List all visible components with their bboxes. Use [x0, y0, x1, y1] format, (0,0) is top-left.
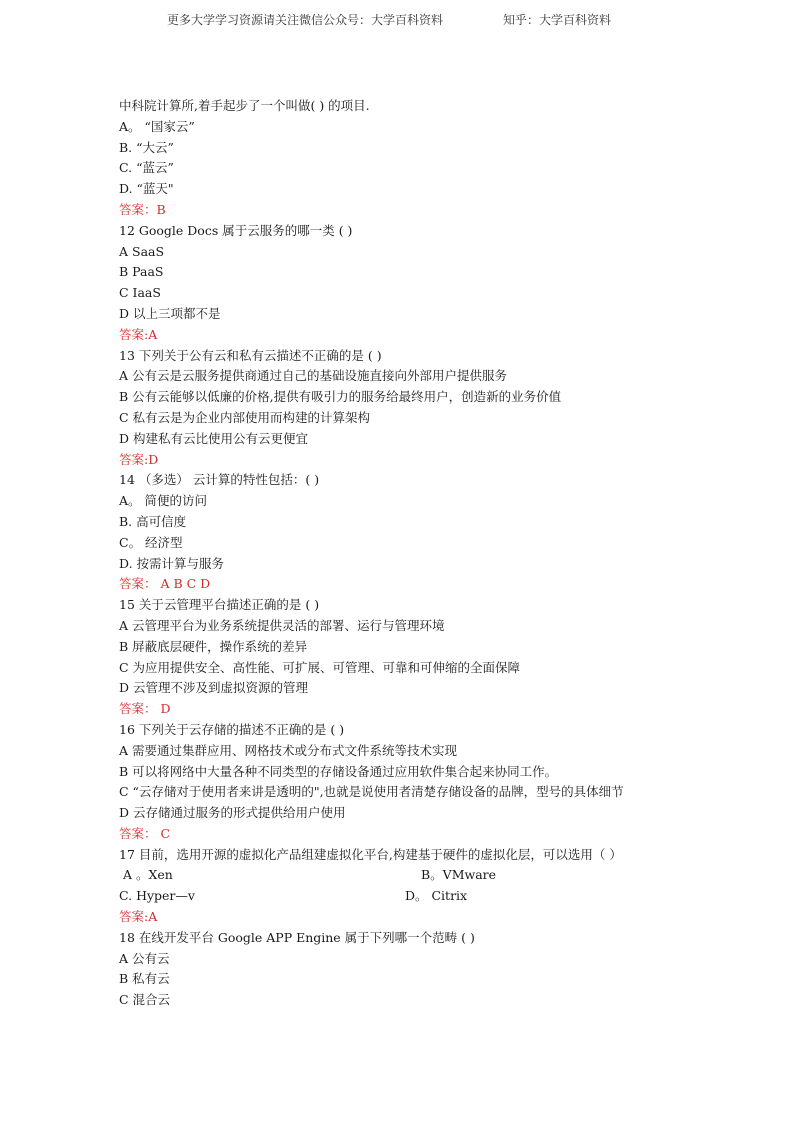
option-c: C IaaS	[119, 285, 161, 301]
question-stem: 18 在线开发平台 Google APP Engine 属于下列哪一个范畴 ( )	[119, 929, 475, 945]
option-d: D. “蓝天"	[119, 181, 174, 197]
question-block	[119, 221, 719, 346]
page-header	[0, 11, 793, 31]
option-a: A。 “国家云”	[119, 118, 195, 134]
header-right-text: 知乎：大学百科资料	[503, 13, 612, 27]
question-stem: 13 下列关于公有云和私有云描述不正确的是 ( )	[119, 347, 382, 363]
option-c: C 为应用提供安全、高性能、可扩展、可管理、可靠和可伸缩的全面保障	[119, 659, 521, 675]
option-a: A 云管理平台为业务系统提供灵活的部署、运行与管理环境	[119, 617, 445, 633]
answer-label: 答案： A B C D	[119, 576, 211, 592]
question-stem: 17 目前，选用开源的虚拟化产品组建虚拟化平台,构建基于硬件的虚拟化层，可以选用（ ）	[119, 846, 622, 862]
option-c: C 混合云	[119, 992, 171, 1008]
option-b: B 可以将网络中大量各种不同类型的存储设备通过应用软件集合起来协同工作。	[119, 763, 558, 779]
option-d: D 以上三项都不是	[119, 305, 221, 321]
option-d: D. 按需计算与服务	[119, 555, 225, 571]
option-a: A 需要通过集群应用、网格技术或分布式文件系统等技术实现	[119, 742, 458, 758]
option-c: C 私有云是为企业内部使用而构建的计算架构	[119, 409, 371, 425]
option-a: A 。Xen	[123, 867, 173, 883]
option-b: B 公有云能够以低廉的价格,提供有吸引力的服务给最终用户，创造新的业务价值	[119, 389, 562, 405]
option-d: D。 Citrix	[405, 888, 468, 904]
question-stem: 12 Google Docs 属于云服务的哪一类 ( )	[119, 222, 353, 238]
header-left-text: 更多大学学习资源请关注微信公众号：大学百科资料	[167, 13, 444, 27]
option-c: C “云存储对于使用者来讲是透明的",也就是说使用者清楚存储设备的品牌，型号的具体细节	[119, 784, 624, 800]
option-b: B 私有云	[119, 971, 170, 987]
option-b: B。VMware	[421, 867, 497, 883]
answer-label: 答案:A	[119, 326, 158, 342]
question-stem: 15 关于云管理平台描述正确的是 ( )	[119, 597, 320, 613]
option-row	[119, 886, 719, 907]
option-a: A 公有云	[119, 950, 170, 966]
question-block	[119, 595, 719, 720]
question-block	[119, 928, 719, 1011]
option-a: A SaaS	[119, 243, 165, 259]
question-stem: 14 （多选） 云计算的特性包括：( )	[119, 472, 320, 488]
option-b: B. 高可信度	[119, 513, 187, 529]
option-b: B. “大云”	[119, 139, 174, 155]
question-list	[119, 96, 719, 1011]
answer-label: 答案： C	[119, 825, 171, 841]
option-a: A 公有云是云服务提供商通过自己的基础设施直接向外部用户提供服务	[119, 368, 508, 384]
option-b: B 屏蔽底层硬件，操作系统的差异	[119, 638, 308, 654]
option-d: D 云存储通过服务的形式提供给用户使用	[119, 805, 346, 821]
question-block	[119, 96, 719, 221]
question-block	[119, 845, 719, 928]
question-block	[119, 720, 719, 845]
question-stem: 16 下列关于云存储的描述不正确的是 ( )	[119, 721, 345, 737]
question-block	[119, 346, 719, 471]
question-block	[119, 470, 719, 595]
option-a: A。 简便的访问	[119, 493, 208, 509]
answer-label: 答案:D	[119, 451, 159, 467]
question-stem: 中科院计算所,着手起步了一个叫做( ) 的项目.	[119, 98, 370, 113]
option-c: C. Hyper—v	[119, 888, 195, 904]
option-b: B PaaS	[119, 264, 164, 280]
answer-label: 答案：B	[119, 201, 166, 217]
option-row	[119, 865, 719, 886]
answer-label: 答案： D	[119, 701, 171, 717]
option-d: D 构建私有云比使用公有云更便宜	[119, 430, 308, 446]
answer-label: 答案:A	[119, 909, 158, 925]
option-c: C。 经济型	[119, 534, 183, 550]
option-d: D 云管理不涉及到虚拟资源的管理	[119, 680, 308, 696]
option-c: C. “蓝云”	[119, 160, 174, 176]
